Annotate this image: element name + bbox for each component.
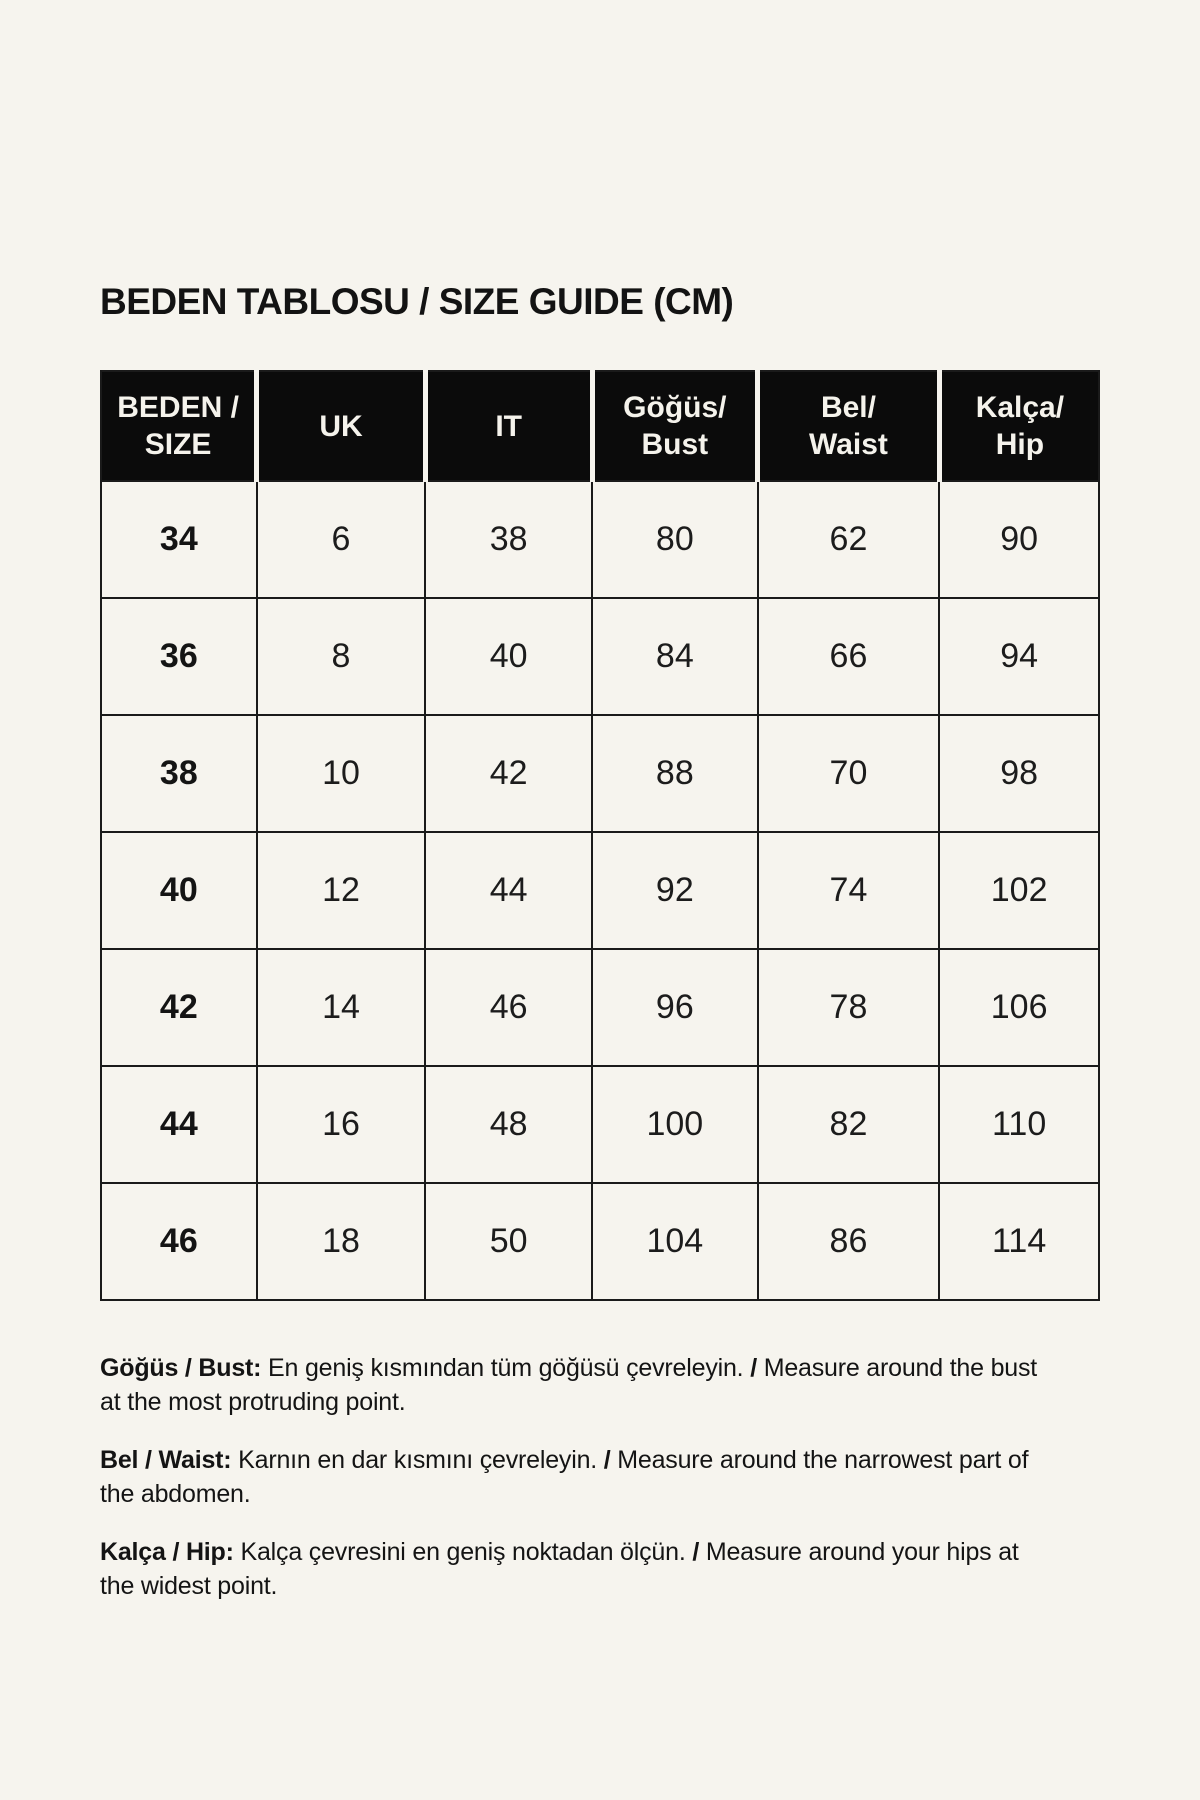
note-bust-label: Göğüs / Bust: bbox=[100, 1354, 262, 1382]
size-cell: 38 bbox=[101, 715, 257, 832]
note-bust-line1: Göğüs / Bust: En geniş kısmından tüm göğüsü çevreleyin. / Measure around the bust bbox=[100, 1354, 1038, 1382]
column-header-hip: Kalça/ Hip bbox=[939, 371, 1099, 481]
size-cell: 36 bbox=[101, 598, 257, 715]
value-cell: 88 bbox=[592, 715, 758, 832]
measurement-notes bbox=[100, 1351, 1100, 1603]
column-header-beden-size: BEDEN / SIZE bbox=[101, 371, 257, 481]
column-header-waist: Bel/ Waist bbox=[758, 371, 940, 481]
value-cell: 92 bbox=[592, 832, 758, 949]
size-table bbox=[100, 370, 1100, 1301]
size-table-body bbox=[101, 481, 1099, 1300]
value-cell: 62 bbox=[758, 481, 940, 598]
note-hip-line1: Kalça / Hip: Kalça çevresini en geniş noktadan ölçün. / Measure around your hips at bbox=[100, 1538, 1019, 1566]
size-cell: 42 bbox=[101, 949, 257, 1066]
value-cell: 96 bbox=[592, 949, 758, 1066]
size-cell: 40 bbox=[101, 832, 257, 949]
note-waist-line1: Bel / Waist: Karnın en dar kısmını çevreleyin. / Measure around the narrowest part of bbox=[100, 1446, 1029, 1474]
note-waist-line2: the abdomen. bbox=[100, 1480, 251, 1508]
value-cell: 94 bbox=[939, 598, 1099, 715]
note-hip-line2: the widest point. bbox=[100, 1572, 278, 1600]
note-hip bbox=[100, 1535, 1100, 1603]
value-cell: 78 bbox=[758, 949, 940, 1066]
value-cell: 104 bbox=[592, 1183, 758, 1300]
header-row bbox=[101, 371, 1099, 481]
value-cell: 12 bbox=[257, 832, 426, 949]
size-row-42 bbox=[101, 949, 1099, 1066]
value-cell: 114 bbox=[939, 1183, 1099, 1300]
value-cell: 16 bbox=[257, 1066, 426, 1183]
value-cell: 102 bbox=[939, 832, 1099, 949]
value-cell: 38 bbox=[425, 481, 592, 598]
bold-slash: / bbox=[692, 1538, 700, 1566]
size-cell: 44 bbox=[101, 1066, 257, 1183]
value-cell: 40 bbox=[425, 598, 592, 715]
value-cell: 66 bbox=[758, 598, 940, 715]
bold-slash: / bbox=[603, 1446, 611, 1474]
column-header-uk: UK bbox=[257, 371, 426, 481]
value-cell: 10 bbox=[257, 715, 426, 832]
value-cell: 100 bbox=[592, 1066, 758, 1183]
value-cell: 110 bbox=[939, 1066, 1099, 1183]
size-row-34 bbox=[101, 481, 1099, 598]
note-waist-label: Bel / Waist: bbox=[100, 1446, 232, 1474]
size-table-header bbox=[101, 371, 1099, 481]
value-cell: 42 bbox=[425, 715, 592, 832]
size-row-38 bbox=[101, 715, 1099, 832]
bold-slash: / bbox=[750, 1354, 757, 1382]
value-cell: 70 bbox=[758, 715, 940, 832]
column-header-bust: Göğüs/ Bust bbox=[592, 371, 758, 481]
value-cell: 46 bbox=[425, 949, 592, 1066]
value-cell: 6 bbox=[257, 481, 426, 598]
value-cell: 82 bbox=[758, 1066, 940, 1183]
column-header-it: IT bbox=[425, 371, 592, 481]
size-row-36 bbox=[101, 598, 1099, 715]
page-title: BEDEN TABLOSU / SIZE GUIDE (CM) bbox=[100, 281, 734, 322]
value-cell: 90 bbox=[939, 481, 1099, 598]
note-waist bbox=[100, 1443, 1100, 1511]
size-row-44 bbox=[101, 1066, 1099, 1183]
value-cell: 98 bbox=[939, 715, 1099, 832]
size-row-40 bbox=[101, 832, 1099, 949]
value-cell: 80 bbox=[592, 481, 758, 598]
value-cell: 48 bbox=[425, 1066, 592, 1183]
note-hip-label: Kalça / Hip: bbox=[100, 1538, 234, 1566]
value-cell: 106 bbox=[939, 949, 1099, 1066]
size-row-46 bbox=[101, 1183, 1099, 1300]
note-bust-line2: at the most protruding point. bbox=[100, 1388, 406, 1416]
value-cell: 14 bbox=[257, 949, 426, 1066]
value-cell: 86 bbox=[758, 1183, 940, 1300]
note-bust bbox=[100, 1351, 1100, 1419]
size-cell: 34 bbox=[101, 481, 257, 598]
value-cell: 8 bbox=[257, 598, 426, 715]
value-cell: 50 bbox=[425, 1183, 592, 1300]
value-cell: 74 bbox=[758, 832, 940, 949]
value-cell: 84 bbox=[592, 598, 758, 715]
value-cell: 18 bbox=[257, 1183, 426, 1300]
value-cell: 44 bbox=[425, 832, 592, 949]
size-cell: 46 bbox=[101, 1183, 257, 1300]
